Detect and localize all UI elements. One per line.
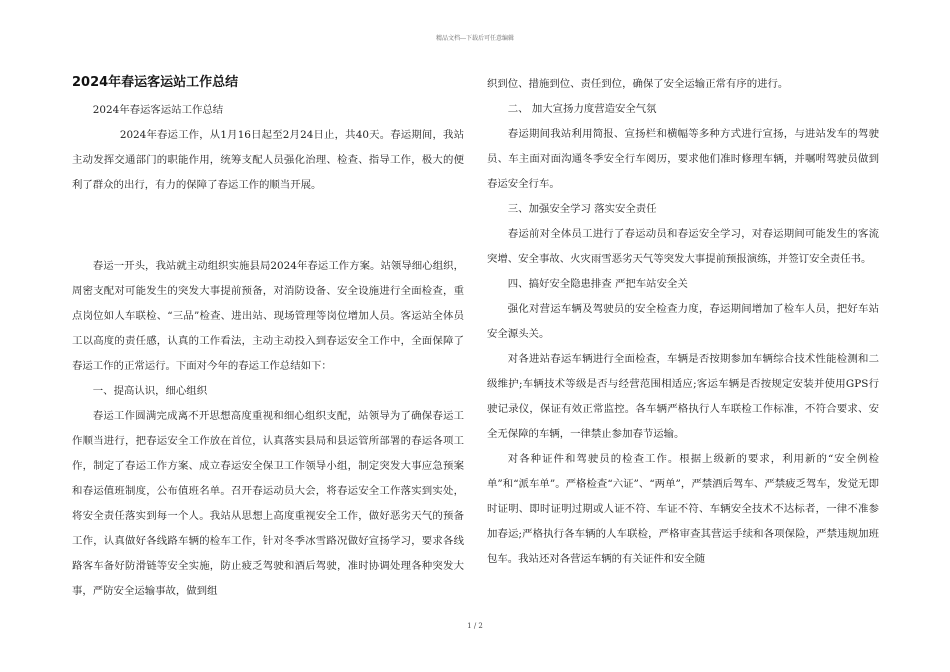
page-header-note: 精品文档---下载后可任意编辑 <box>435 35 515 42</box>
paragraph: 四、搞好安全隐患排查 严把车站安全关 <box>507 278 688 290</box>
paragraph: 三、加强安全学习 落实安全责任 <box>507 203 657 215</box>
paragraph: 对各种证件和驾驶员的检查工作。根据上级新的要求，利用新的“安全例检单”和“派车单”。严格检查“六证”、“两单”，严禁酒后驾车、严禁疲乏驾车，发觉无即时证明、即时证明过期或人证不符、车证不符、车辆安全技术不达标者，一律不准参加春运;严格执行各车辆的人车联检，严格审查其营运手续和各项保险，严禁违规加班包车。我站还对各营运车辆的有关证件和安全随 <box>487 453 879 565</box>
paragraph: 春运工作圆满完成离不开思想高度重视和细心组织支配，站领导为了确保春运工作顺当进行，把春运安全工作放在首位，认真落实县局和县运管所部署的春运各项工作，制定了春运工作方案、成立春运安全保卫工作领导小组，制定突发大事应急预案和春运值班制度，公布值班名单。召开春运动员大会，将春运安全工作落实到实处，将安全责任落实到每一个人。我站从思想上高度重视安全工作，做好恶劣天气的预备工作，认真做好各线路车辆的检车工作，针对冬季冰雪路况做好宣扬学习，要求各线路客车备好防滑链等安全实施，防止疲乏驾驶和酒后驾驶，准时协调处理各种突发大事，严防安全运输事故，做到组 <box>72 410 464 597</box>
paragraph: 二、 加大宣扬力度营造安全气氛 <box>507 103 657 115</box>
paragraph: 春运前对全体员工进行了春运动员和春运安全学习，对春运期间可能发生的客流突增、安全事故、火灾雨雪恶劣天气等突发大事提前预报演练，并签订安全责任书。 <box>487 228 879 265</box>
paragraph: 织到位、措施到位、责任到位，确保了安全运输正常有序的进行。 <box>487 78 789 90</box>
paragraph: 2024年春运工作，从1月16日起至2月24日止，共40天。春运期间，我站主动发挥交通部门的职能作用，统筹支配人员强化治理、检查、指导工作，极大的便利了群众的出行，有力的保障了春运工作的顺当开展。 <box>72 129 464 191</box>
right-column-body <box>487 72 879 572</box>
page-number: 1 / 2 <box>467 622 483 630</box>
paragraph: 强化对营运车辆及驾驶员的安全检查力度，春运期间增加了检车人员，把好车站安全源头关。 <box>487 303 879 340</box>
right-column <box>487 72 879 572</box>
left-column <box>72 72 464 604</box>
paragraph: 2024年春运客运站工作总结 <box>92 104 224 116</box>
paragraph: 对各进站春运车辆进行全面检查，车辆是否按期参加车辆综合技术性能检测和二级维护;车辆技术等级是否与经营范围相适应;客运车辆是否按规定安装并使用GPS行驶记录仪，保证有效正常监控。各车辆严格执行人车联检工作标准，不符合要求、安全无保障的车辆，一律禁止参加春节运输。 <box>487 353 879 440</box>
paragraph: 一、提高认识，细心组织 <box>92 385 208 397</box>
left-column-body <box>72 98 464 604</box>
document-title: 2024年春运客运站工作总结 <box>72 75 239 90</box>
paragraph <box>72 214 464 238</box>
paragraph: 春运一开头，我站就主动组织实施县局2024年春运工作方案。站领导细心组织，周密支配对可能发生的突发大事提前预备，对消防设备、安全设施进行全面检查，重点岗位如人车联检、“三品”检查、进出站、现场管理等岗位增加人员。客运站全体员工以高度的责任感，认真的工作看法，主动主动投入到春运安全工作中，全面保障了春运工作的正常运行。下面对今年的春运工作总结如下： <box>72 260 464 372</box>
paragraph: 春运期间我站利用简报、宣扬栏和横幅等多种方式进行宣扬，与进站发车的驾驶员、车主面对面沟通冬季安全行车阅历，要求他们准时修理车辆，并嘱咐驾驶员做到春运安全行车。 <box>487 128 879 190</box>
